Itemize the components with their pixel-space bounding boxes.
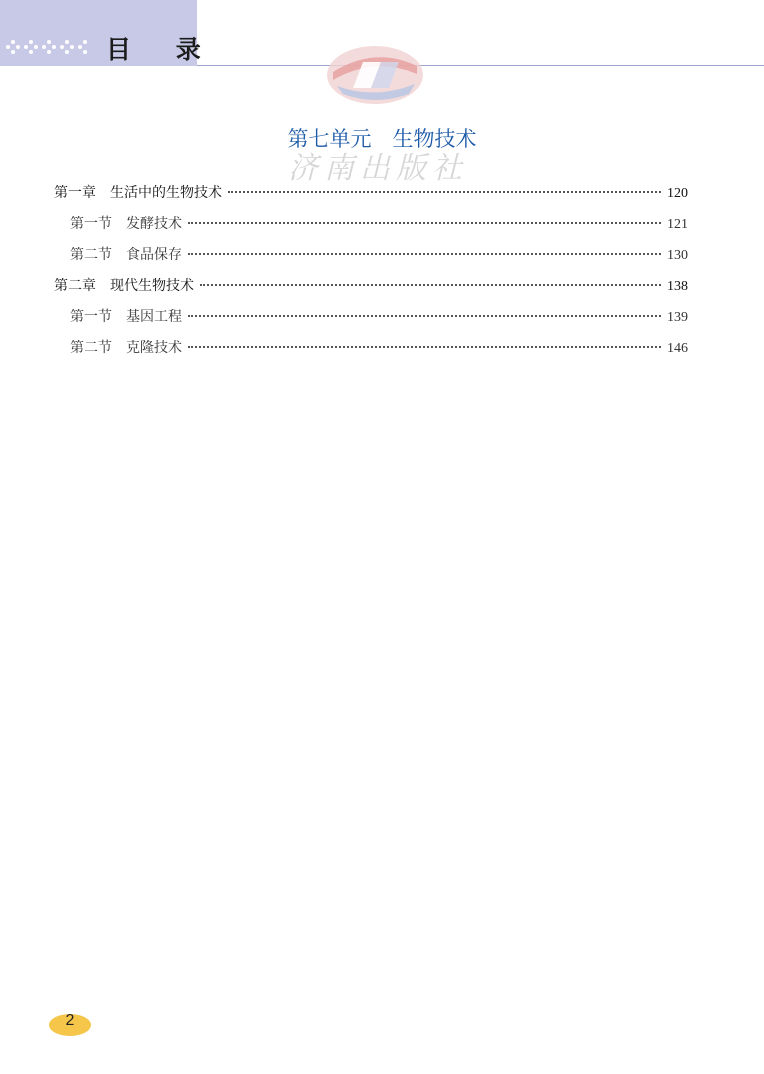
toc-chapter-1[interactable]	[54, 182, 688, 213]
toc-label: 第二章 现代生物技术	[54, 278, 194, 294]
toc-section-2-2[interactable]	[54, 337, 688, 368]
toc-page-number: 146	[667, 341, 688, 356]
publisher-logo-icon	[325, 44, 425, 106]
dot-leader	[228, 191, 661, 193]
dot-leader	[188, 315, 661, 317]
toc-label: 第二节 食品保存	[70, 247, 182, 263]
dot-leader	[188, 346, 661, 348]
toc-section-1-2[interactable]	[54, 244, 688, 275]
dot-leader	[200, 284, 661, 286]
toc-label: 第一章 生活中的生物技术	[54, 185, 222, 201]
unit-title: 第七单元 生物技术	[287, 127, 477, 151]
toc-label: 第一节 基因工程	[70, 309, 182, 325]
toc-section-1-1[interactable]	[54, 213, 688, 244]
decorative-dots-icon	[4, 34, 88, 60]
page-number: 2	[65, 1012, 75, 1029]
toc-page-number: 130	[667, 248, 688, 263]
page-header-title: 目 录	[106, 35, 219, 64]
toc-label: 第一节 发酵技术	[70, 216, 182, 232]
header-divider	[197, 65, 764, 66]
toc-label: 第二节 克隆技术	[70, 340, 182, 356]
dot-leader	[188, 253, 661, 255]
dot-leader	[188, 222, 661, 224]
toc-section-2-1[interactable]	[54, 306, 688, 337]
toc-page-number: 138	[667, 279, 688, 294]
toc-page-number: 139	[667, 310, 688, 325]
table-of-contents	[54, 182, 688, 368]
toc-page-number: 121	[667, 217, 688, 232]
toc-chapter-2[interactable]	[54, 275, 688, 306]
watermark: 济南出版社	[288, 151, 468, 186]
toc-page-number: 120	[667, 186, 688, 201]
